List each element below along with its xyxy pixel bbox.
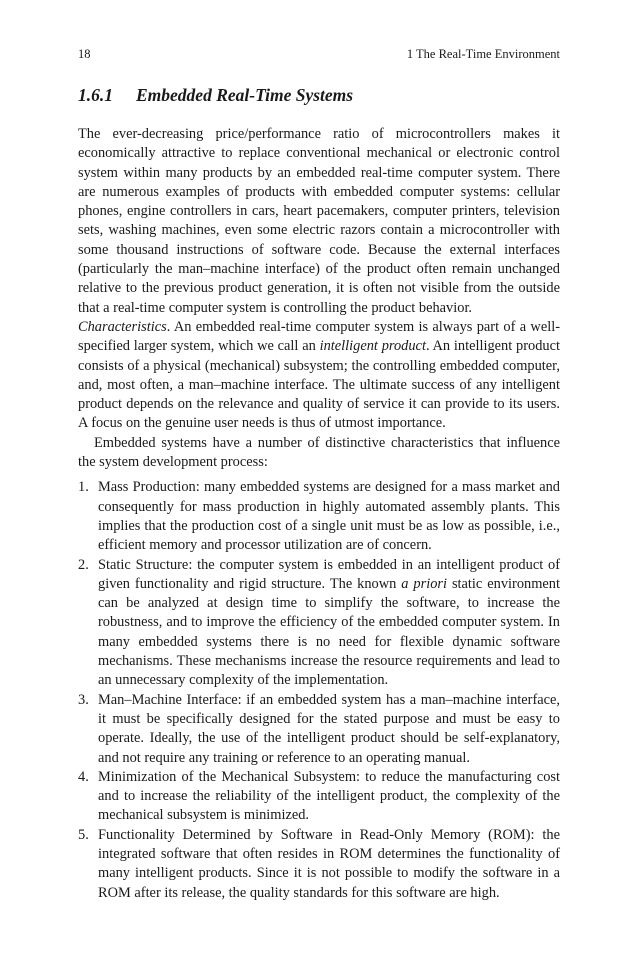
chapter-title: 1 The Real-Time Environment xyxy=(406,47,560,61)
characteristics-list xyxy=(78,478,560,903)
list-item-text: Minimization of the Mechanical Subsystem: to reduce the manufacturing cost and to increase the reliability of the intelligent product, the complexity of the mechanical subsystem is minimized. xyxy=(98,768,560,824)
list-item-number: 5. xyxy=(78,826,89,843)
section-title: Embedded Real-Time Systems xyxy=(136,85,354,105)
list-item-text-after: static environment can be analyzed at design time to simplify the software, to increase the robustness, and to improve the efficiency of the embedded computer system. In many embedded systems there is no need for flexible dynamic software mechanisms. These mechanisms increase the resource requirements and lead to an unnecessary complexity of the implementation. xyxy=(98,575,560,689)
characteristics-text-2: . An intelligent product consists of a physical (mechanical) subsystem; the controlling embedded computer, and, most often, a man–machine interface. The ultimate success of any intelligent product depends on the relevance and quality of service it can provide to its users. A focus on the genuine user needs is thus of utmost importance. xyxy=(78,338,560,432)
a-priori-term: a priori xyxy=(401,575,447,592)
list-item xyxy=(78,691,560,768)
body-text xyxy=(78,125,560,903)
list-intro-paragraph: Embedded systems have a number of distinctive characteristics that influence the system development process: xyxy=(78,434,560,471)
page-number: 18 xyxy=(78,47,91,61)
book-page xyxy=(78,46,560,903)
characteristics-text-1: . An embedded real-time computer system is always part of a well-specified larger system, which we call an xyxy=(78,318,560,355)
list-item-text-before: Static Structure: the computer system is embedded in an intelligent product of given functionality and rigid structure. The known xyxy=(98,556,560,592)
list-item-text: Mass Production: many embedded systems are designed for a mass market and consequently for mass production in highly automated assembly plants. This implies that the production cost of a single unit must be as low as possible, i.e., efficient memory and processor utilization are of concern. xyxy=(98,479,560,554)
list-item-text: Functionality Determined by Software in Read-Only Memory (ROM): the integrated software that often resides in ROM determines the functionality of many intelligent products. Since it is not possible to modify the software in a ROM after its release, the quality standards for this software are high. xyxy=(98,826,560,901)
list-item xyxy=(78,826,560,903)
section-heading xyxy=(78,84,560,106)
list-item-number: 1. xyxy=(78,479,89,496)
running-head xyxy=(78,46,560,62)
list-item-number: 4. xyxy=(78,768,89,785)
list-item-number: 2. xyxy=(78,556,89,573)
list-item xyxy=(78,768,560,826)
characteristics-paragraph xyxy=(78,318,560,434)
characteristics-label: Characteristics xyxy=(78,318,167,335)
list-item-text: Man–Machine Interface: if an embedded system has a man–machine interface, it must be specifically designed for the stated purpose and must be easy to operate. Ideally, the use of the intelligent product should be self-explanatory, and not require any training or reference to an operating manual. xyxy=(98,691,560,766)
intelligent-product-term: intelligent product xyxy=(319,338,426,355)
list-item-number: 3. xyxy=(78,691,89,708)
list-item xyxy=(78,556,560,691)
list-item-text xyxy=(98,557,560,689)
list-item xyxy=(78,478,560,555)
section-number: 1.6.1 xyxy=(78,85,113,105)
intro-paragraph: The ever-decreasing price/performance ratio of microcontrollers makes it economically attractive to replace conventional mechanical or electronic control system within many products by an embedded real-time computer system. There are numerous examples of products with embedded computer systems: cellular phones, engine controllers in cars, heart pacemakers, computer printers, television sets, washing machines, even some electric razors contain a microcontroller with some thousand instructions of software code. Because the external interfaces (particularly the man–machine interface) of the product often remain unchanged relative to the previous product generation, it is often not visible from the outside that a real-time computer system is controlling the product behavior. xyxy=(78,126,560,316)
